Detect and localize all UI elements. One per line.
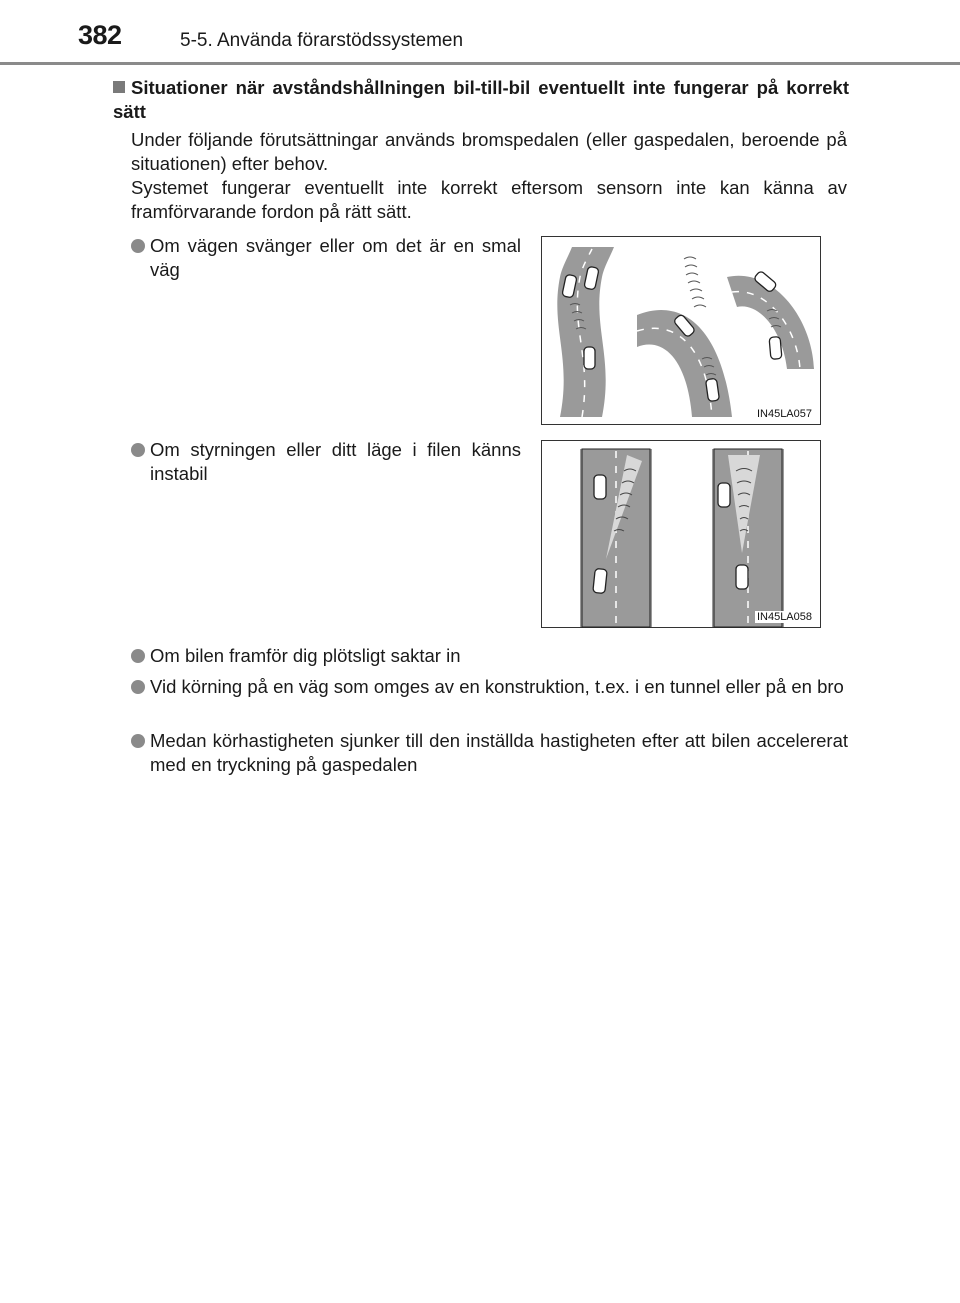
list-item: [131, 438, 521, 486]
list-item-text: Om bilen framför dig plötsligt saktar in: [150, 645, 461, 666]
header-divider: [0, 62, 960, 65]
round-bullet-icon: [131, 680, 145, 694]
chapter-title: 5-5. Använda förarstödssystemen: [180, 30, 464, 51]
list-item-text: Vid körning på en väg som omges av en konstruktion, t.ex. i en tunnel eller på en bro: [150, 676, 844, 697]
list-item: [131, 644, 848, 668]
intro-paragraph-2: Systemet fungerar eventuellt inte korrekt eftersom sensorn inte kan känna av framförvarande fordon på rätt sätt.: [131, 177, 847, 222]
figure-code-label: IN45LA057: [756, 408, 812, 420]
intro-paragraph-1: Under följande förutsättningar används bromspedalen (eller gaspedalen, beroende på situationen) efter behov.: [131, 129, 847, 174]
square-bullet-icon: [113, 81, 125, 93]
list-item: [131, 729, 848, 777]
straight-lanes-illustration: [542, 441, 822, 629]
figure-curved-roads: [541, 236, 821, 425]
round-bullet-icon: [131, 239, 145, 253]
list-item: [131, 234, 521, 282]
list-item: [131, 675, 848, 699]
section-heading: [113, 76, 849, 124]
section-heading-text: Situationer när avståndshållningen bil-till-bil eventuellt inte fungerar på korrekt sätt: [113, 77, 849, 122]
list-item-text: Om styrningen eller ditt läge i filen känns instabil: [150, 439, 521, 484]
figure-code-label: IN45LA058: [756, 611, 812, 623]
round-bullet-icon: [131, 443, 145, 457]
page-number: 382: [78, 20, 122, 50]
intro-text: [131, 128, 847, 224]
list-item-text: Medan körhastigheten sjunker till den inställda hastigheten efter att bilen accelererat med en tryckning på gaspedalen: [150, 730, 848, 775]
round-bullet-icon: [131, 734, 145, 748]
list-item-text: Om vägen svänger eller om det är en smal väg: [150, 235, 521, 280]
round-bullet-icon: [131, 649, 145, 663]
curved-roads-illustration: [542, 237, 822, 426]
figure-unstable-steering: [541, 440, 821, 628]
